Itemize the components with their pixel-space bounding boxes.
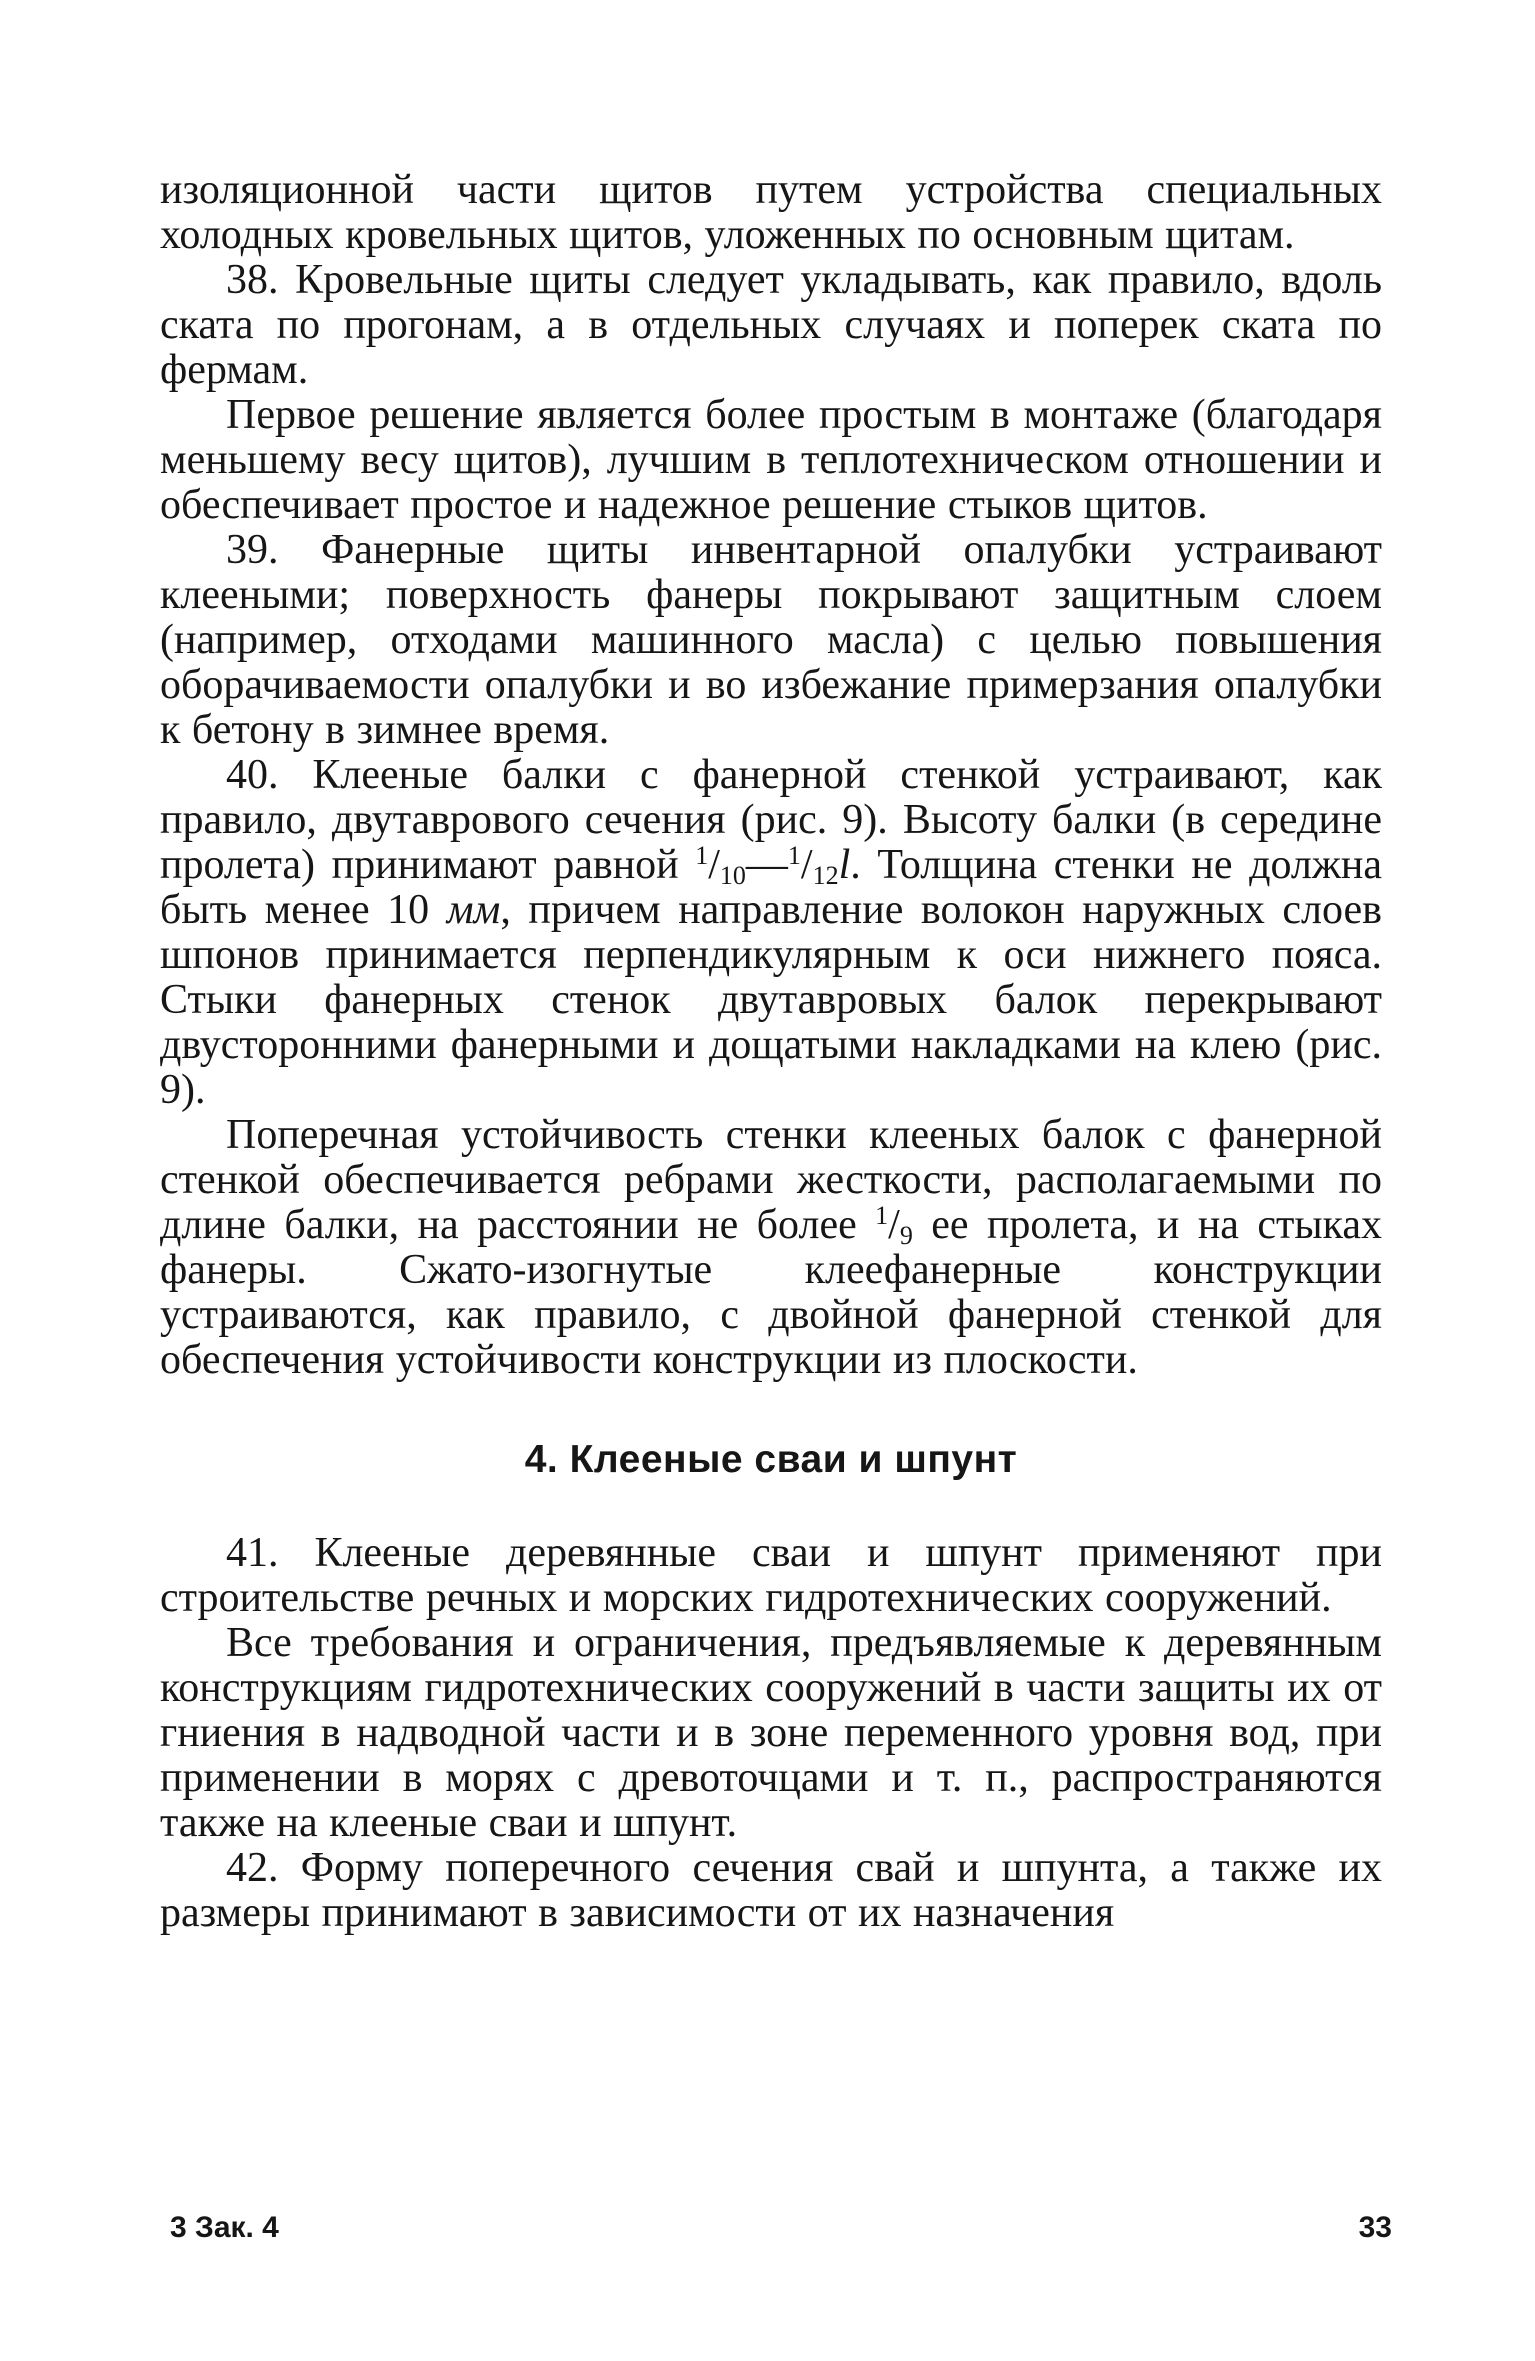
fraction-3-denominator: 9 (899, 1221, 913, 1250)
section-heading (160, 1437, 1382, 1482)
fraction-2-numerator: 1 (787, 841, 801, 870)
fraction-1-denominator: 10 (719, 861, 746, 890)
paragraph-40: 40. Клееные балки с фанерной стенкой устраивают, как правило, двутаврового сечения (рис. 9). Высоту балки (в середине пролета) принимают равной $^1$/10—$^1$/12l. Толщина стенки не должна быть менее 10 мм, причем направление волокон наружных слоев шпонов принимается перпендикулярным к оси нижнего пояса. Стыки фанерных стенок двутавровых балок перекрывают двусторонними фанерными и дощатыми накладками на клею (рис. 9). (160, 752, 1383, 1113)
paragraph-40-note: Поперечная устойчивость стенки клееных балок с фанерной стенкой обеспечивается ребрами жесткости, располагаемыми по длине балки, на расстоянии не более $^1$/9 ее пролета, и на стыках фанеры. Сжато-изогнутые клеефанерные конструкции устраиваются, как правило, с двойной фанерной стенкой для обеспечения устойчивости конструкции из плоскости. (160, 1112, 1382, 1383)
paragraph-40-note-text-a: Поперечная устойчивость стенки клееных балок с фанерной стенкой обеспечивается ребрами жесткости, располагаемыми по длине балки, на расстоянии не более (160, 1112, 1382, 1248)
fraction-3-numerator: 1 (875, 1201, 889, 1230)
paragraph-42: 42. Форму поперечного сечения свай и шпунта, а также их размеры принимают в зависимости от их назначения (160, 1845, 1382, 1936)
paragraph-40-text-b: . Толщина стенки не должна быть менее 10 (160, 842, 1382, 933)
page-body (160, 168, 1382, 1936)
section-heading-text: 4. Клееные сваи и шпунт (524, 1438, 1018, 1481)
paragraph-40-note-text-b: ее пролета, и на стыках фанеры. Сжато-изогнутые клеефанерные конструкции устраиваются, как правило, с двойной фанерной стенкой для обеспечения устойчивости конструкции из плоскости. (160, 1202, 1382, 1383)
fraction-dash: — (745, 842, 788, 888)
paragraph-continuation: изоляционной части щитов путем устройства специальных холодных кровельных щитов, уложенных по основным щитам. (160, 167, 1382, 258)
paragraph-41-note: Все требования и ограничения, предъявляемые к деревянным конструкциям гидротехнических сооружений в части защиты их от гниения в надводной части и в зоне переменного уровня вод, при применении в морях с древоточцами и т. п., распространяются также на клееные сваи и шпунт. (160, 1620, 1382, 1846)
paragraph-39: 39. Фанерные щиты инвентарной опалубки устраивают клееными; поверхность фанеры покрывают защитным слоем (например, отходами машинного масла) с целью повышения оборачиваемости опалубки и во избежание примерзания опалубки к бетону в зимнее время. (160, 527, 1382, 753)
paragraph-38-note: Первое решение является более простым в монтаже (благодаря меньшему весу щитов), лучшим в теплотехническом отношении и обеспечивает простое и надежное решение стыков щитов. (160, 392, 1382, 528)
paragraph-40-text-c: , причем направление волокон наружных слоев шпонов принимается перпендикулярным к оси нижнего пояса. Стыки фанерных стенок двутавровых балок перекрывают двусторонними фанерными и дощатыми накладками на клею (рис. 9). (160, 887, 1383, 1113)
variable-l: l (838, 842, 851, 888)
paragraph-38: 38. Кровельные щиты следует укладывать, как правило, вдоль ската по прогонам, а в отдельных случаях и поперек ската по фермам. (160, 257, 1382, 393)
fraction-2-denominator: 12 (812, 861, 839, 890)
paragraph-40-text-a: 40. Клееные балки с фанерной стенкой устраивают, как правило, двутаврового сечения (рис. 9). Высоту балки (в середине пролета) принимают равной (160, 752, 1382, 888)
unit-mm: мм (446, 887, 501, 933)
paragraph-41: 41. Клееные деревянные сваи и шпунт применяют при строительстве речных и морских гидротехнических сооружений. (160, 1530, 1382, 1621)
printer-signature: 3 Зак. 4 (170, 2211, 279, 2244)
fraction-1-numerator: 1 (695, 841, 709, 870)
page-number: 33 (1358, 2211, 1392, 2244)
